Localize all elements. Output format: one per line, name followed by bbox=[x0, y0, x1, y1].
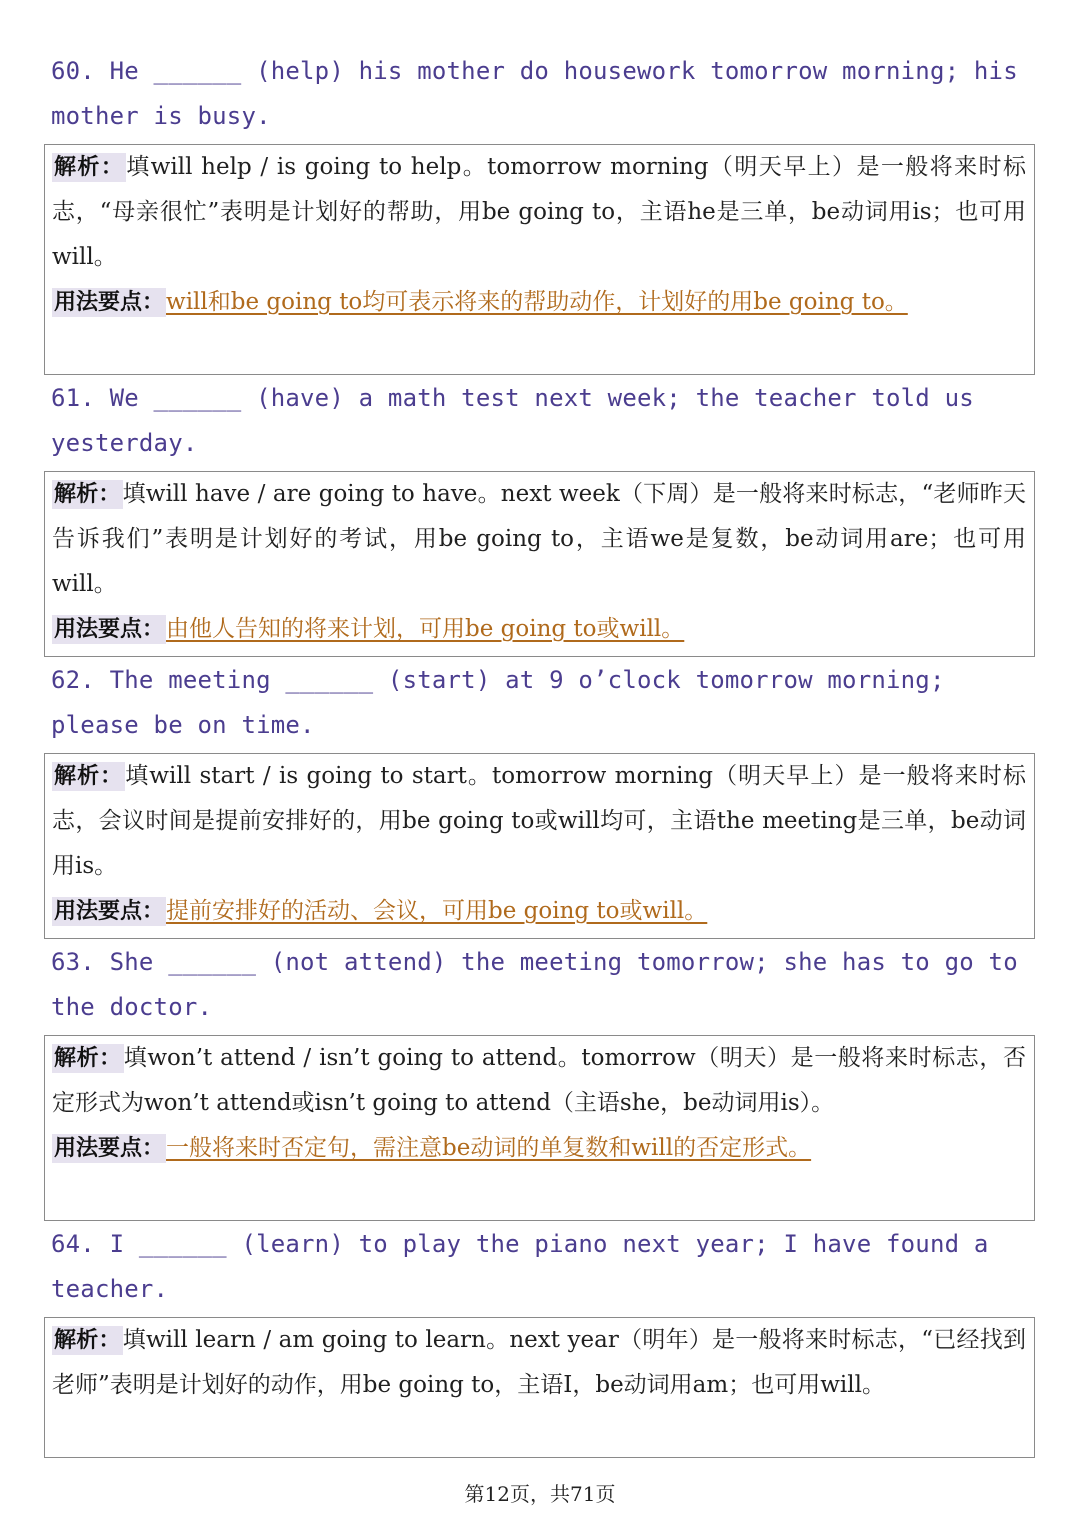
analysis-60 bbox=[52, 145, 1026, 280]
page-footer: 第12页，共71页 bbox=[464, 1482, 616, 1506]
question-64: 64. I ______ (learn) to play the piano next year; I have found a teacher. bbox=[51, 1230, 1004, 1303]
key-point-60 bbox=[52, 280, 1026, 325]
analysis-text-60: 填will help / is going to help。tomorrow morning（明天早上）是一般将来时标志，“母亲很忙”表明是计划好的帮助，用be going to，主语he是三单，be动词用is；也可用will。 bbox=[52, 154, 1026, 270]
analysis-box-61 bbox=[44, 471, 1035, 657]
analysis-label: 解析： bbox=[54, 1328, 121, 1353]
analysis-62 bbox=[52, 754, 1026, 889]
analysis-64 bbox=[52, 1318, 1026, 1408]
key-point-text-61: 由他人告知的将来计划，可用be going to或will。 bbox=[166, 616, 685, 642]
analysis-text-62: 填will start / is going to start。tomorrow morning（明天早上）是一般将来时标志，会议时间是提前安排好的，用be going to或will均可，主语the meeting是三单，be动词用is。 bbox=[52, 763, 1026, 879]
key-point-61 bbox=[52, 607, 1026, 652]
question-63: 63. She ______ (not attend) the meeting tomorrow; she has to go to the doctor. bbox=[51, 948, 1033, 1021]
key-point-label: 用法要点： bbox=[54, 290, 165, 315]
analysis-box-62 bbox=[44, 753, 1035, 939]
analysis-text-63: 填won’t attend / isn’t going to attend。tomorrow（明天）是一般将来时标志，否定形式为won’t attend或isn’t going to attend（主语she，be动词用is）。 bbox=[52, 1045, 1026, 1116]
key-point-text-60: will和be going to均可表示将来的帮助动作，计划好的用be going to。 bbox=[166, 289, 908, 315]
analysis-label: 解析： bbox=[54, 155, 125, 180]
analysis-63 bbox=[52, 1036, 1026, 1126]
analysis-label: 解析： bbox=[54, 764, 124, 789]
analysis-label: 解析： bbox=[54, 482, 121, 507]
key-point-label: 用法要点： bbox=[54, 899, 165, 924]
analysis-label: 解析： bbox=[54, 1046, 122, 1071]
key-point-text-62: 提前安排好的活动、会议，可用be going to或will。 bbox=[166, 898, 708, 924]
analysis-text-61: 填will have / are going to have。next week（下周）是一般将来时标志，“老师昨天告诉我们”表明是计划好的考试，用be going to，主语we是复数，be动词用are；也可用will。 bbox=[52, 481, 1026, 597]
question-62: 62. The meeting ______ (start) at 9 o’clock tomorrow morning; please be on time. bbox=[51, 666, 960, 739]
analysis-box-63 bbox=[44, 1035, 1035, 1221]
question-61: 61. We ______ (have) a math test next week; the teacher told us yesterday. bbox=[51, 384, 989, 457]
analysis-61 bbox=[52, 472, 1026, 607]
analysis-box-60 bbox=[44, 144, 1035, 375]
question-60: 60. He ______ (help) his mother do housework tomorrow morning; his mother is busy. bbox=[51, 57, 1033, 130]
key-point-label: 用法要点： bbox=[54, 617, 165, 642]
key-point-63 bbox=[52, 1126, 1026, 1171]
analysis-text-64: 填will learn / am going to learn。next year（明年）是一般将来时标志，“已经找到老师”表明是计划好的动作，用be going to，主语I，be动词用am；也可用will。 bbox=[52, 1327, 1026, 1398]
analysis-box-64 bbox=[44, 1317, 1035, 1458]
key-point-text-63: 一般将来时否定句，需注意be动词的单复数和will的否定形式。 bbox=[166, 1135, 812, 1161]
key-point-label: 用法要点： bbox=[54, 1136, 165, 1161]
key-point-62 bbox=[52, 889, 1026, 934]
